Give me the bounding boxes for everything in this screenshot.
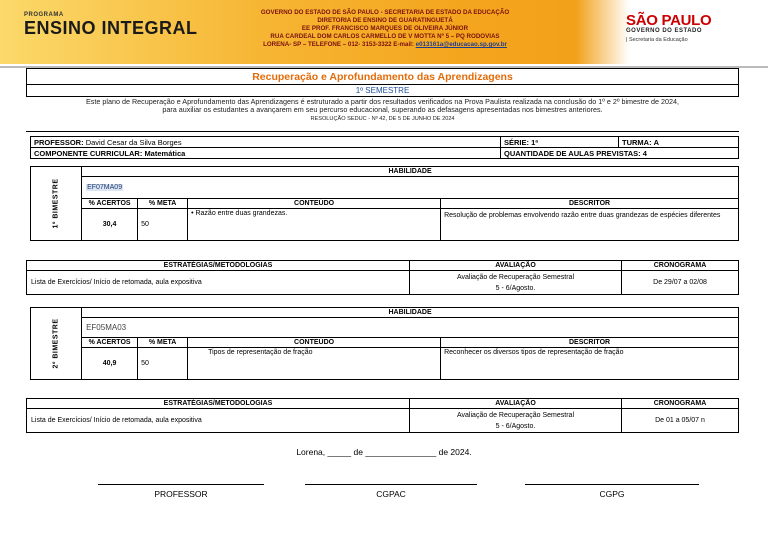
ensino-integral-logo: [24, 12, 198, 39]
bim2-conteudo-value: Tipos de representação de fração: [188, 348, 441, 380]
bim1-estrategia-value: Lista de Exercícios/ Início de retomada, aula expositiva: [27, 271, 410, 295]
bim2-avaliacao-value: [410, 409, 622, 433]
bim2-cronograma-header: CRONOGRAMA: [622, 399, 739, 409]
logo-program-big: ENSINO INTEGRAL: [24, 18, 198, 38]
bim1-code-cell: [82, 177, 739, 199]
signature-label-cgpg: CGPG: [599, 489, 625, 499]
bim1-aval-line2: 5 - 6/Agosto.: [495, 284, 536, 292]
contact-text: LORENA- SP – TELEFONE – 012- 3153-3322 E-mail:: [263, 41, 416, 48]
bim2-meta-header: % META: [138, 338, 188, 348]
bim1-estrategias-header: ESTRATÉGIAS/METODOLOGIAS: [27, 261, 410, 271]
bim1-cronograma-header: CRONOGRAMA: [622, 261, 739, 271]
bim2-habilidade-code: EF05MA03: [82, 318, 739, 338]
info-row-componente: [31, 148, 739, 159]
bim1-code-row: [31, 177, 739, 199]
bim2-side-text: 2º BIMESTRE: [52, 318, 60, 369]
turma-label: TURMA:: [622, 137, 652, 147]
bim1-strategy-values-row: [27, 271, 739, 295]
sp-logo-secretaria: | Secretaria da Educação: [626, 37, 688, 43]
semester-label: 1º SEMESTRE: [355, 86, 410, 95]
signature-label-cgpac: CGPAC: [376, 489, 406, 499]
bim1-descritor-value: Resolução de problemas envolvendo razão entre duas grandezas de espécies diferentes: [441, 209, 739, 241]
info-table: [30, 136, 739, 159]
bim2-acertos-header: % ACERTOS: [82, 338, 138, 348]
professor-cell: [31, 137, 501, 148]
bim1-col-headers: [31, 199, 739, 209]
bim1-meta-value: 50: [138, 209, 188, 241]
bim2-aval-line1: Avaliação de Recuperação Semestral: [457, 411, 574, 419]
bim2-values-row: [31, 348, 739, 380]
header-line-contact: [240, 41, 530, 49]
bim2-estrategias-header: ESTRATÉGIAS/METODOLOGIAS: [27, 399, 410, 409]
bim2-habilidade-table: [30, 307, 739, 380]
bim2-meta-value: 50: [138, 348, 188, 380]
bim2-estrategia-value: Lista de Exercícios/ Início de retomada, aula expositiva: [27, 409, 410, 433]
bim1-cronograma-value: De 29/07 a 02/08: [622, 271, 739, 295]
serie-value: 1ª: [531, 137, 539, 147]
bim1-habilidade-header: HABILIDADE: [82, 167, 739, 177]
serie-cell: [501, 137, 619, 148]
bim1-habilidade-table: [30, 166, 739, 241]
bim2-aval-line2: 5 - 6/Agosto.: [495, 422, 536, 430]
intro-divider: [26, 131, 739, 132]
professor-label: PROFESSOR:: [34, 137, 84, 147]
bim2-cronograma-value: De 01 a 05/07 n: [622, 409, 739, 433]
info-row-professor: [31, 137, 739, 148]
bim1-side-label: [31, 167, 82, 241]
header-line-diretoria: DIRETORIA DE ENSINO DE GUARATINGUETÁ: [317, 17, 453, 24]
bim1-conteudo-value: • Razão entre duas grandezas.: [188, 209, 441, 241]
bim2-strategy-header-row: [27, 399, 739, 409]
signature-cgpg: [525, 484, 699, 499]
professor-value: David Cesar da Silva Borges: [85, 137, 182, 147]
signature-label-professor: PROFESSOR: [154, 489, 208, 499]
bim2-descritor-header: DESCRITOR: [441, 338, 739, 348]
signature-professor: [98, 484, 264, 499]
turma-value: A: [653, 137, 660, 147]
bim2-side-label: [31, 308, 82, 380]
school-header-info: [240, 9, 530, 49]
bim2-header-row: [31, 308, 739, 318]
bim1-meta-header: % META: [138, 199, 188, 209]
intro-line-2: para auxiliar os estudantes a avançarem em seu percurso educacional, superando as defasagens apresentadas nos bimestres anteriores.: [162, 105, 603, 115]
bim1-values-row: [31, 209, 739, 241]
email-link[interactable]: e013161a@educacao.sp.gov.br: [415, 41, 507, 48]
header-line-govt: GOVERNO DO ESTADO DE SÃO PAULO - SECRETARIA DE ESTADO DA EDUCAÇÃO: [260, 9, 510, 16]
header-line-school: EE PROF. FRANCISCO MARQUES DE OLIVEIRA JÚNIOR: [301, 25, 469, 32]
bim2-code-row: [31, 318, 739, 338]
bim1-conteudo-header: CONTEÚDO: [188, 199, 441, 209]
bim2-avaliacao-header: AVALIAÇÃO: [410, 399, 622, 409]
sp-logo-subtitle: GOVERNO DO ESTADO: [626, 28, 703, 34]
bim1-strategy-header-row: [27, 261, 739, 271]
bim1-descritor-header: DESCRITOR: [441, 199, 739, 209]
bim2-descritor-value: Reconhecer os diversos tipos de representação de fração: [441, 348, 739, 380]
bim2-strategy-values-row: [27, 409, 739, 433]
bim2-habilidade-header: HABILIDADE: [82, 308, 739, 318]
bim1-header-row: [31, 167, 739, 177]
sp-logo-title: SÃO PAULO: [626, 12, 712, 29]
page-title: Recuperação e Aprofundamento das Aprendizagens: [27, 69, 738, 85]
turma-cell: [619, 137, 739, 148]
sao-paulo-logo: [626, 14, 711, 43]
place-date-line: Lorena, _____ de _______________ de 2024.: [296, 447, 472, 457]
resolution-ref: RESOLUÇÃO SEDUC - Nº 42, DE 5 DE JUNHO DE 2024: [310, 115, 455, 122]
header-line-address: RUA CARDEAL DOM CARLOS CARMELLO DE V MOTTA Nº 5 – PQ RODOVIAS: [270, 33, 500, 40]
bim2-conteudo-header: CONTEÚDO: [188, 338, 441, 348]
bim1-side-text: 1º BIMESTRE: [52, 178, 60, 229]
aulas-label: QUANTIDADE DE AULAS PREVISTAS:: [504, 148, 641, 158]
intro-text: [30, 98, 735, 123]
componente-label: COMPONENTE CURRICULAR:: [34, 148, 143, 158]
bim2-acertos-value: 40,9: [82, 348, 138, 380]
bim2-col-headers: [31, 338, 739, 348]
aulas-cell: [501, 148, 739, 159]
bim1-strategy-table: [26, 260, 739, 295]
bim1-acertos-header: % ACERTOS: [82, 199, 138, 209]
bim1-avaliacao-value: [410, 271, 622, 295]
aulas-value: 4: [642, 148, 647, 158]
bim1-habilidade-code: EF07MA09: [87, 184, 123, 191]
intro-line-1: Este plano de Recuperação e Aprofundamento das Aprendizagens é estruturado a partir dos resultados verificados na Prova Paulista realizada na conclusão do 1º e 2º bimestre de 2024,: [86, 97, 679, 106]
bim1-acertos-value: 30,4: [82, 209, 138, 241]
componente-cell: [31, 148, 501, 159]
title-box: [26, 68, 739, 97]
signature-cgpac: [305, 484, 477, 499]
componente-value: Matemática: [144, 148, 186, 158]
page-header: [0, 0, 768, 64]
logo-program-small: PROGRAMA: [24, 12, 64, 18]
serie-label: SÉRIE:: [504, 137, 530, 147]
bim1-avaliacao-header: AVALIAÇÃO: [410, 261, 622, 271]
bim1-aval-line1: Avaliação de Recuperação Semestral: [457, 273, 574, 281]
bim2-strategy-table: [26, 398, 739, 433]
